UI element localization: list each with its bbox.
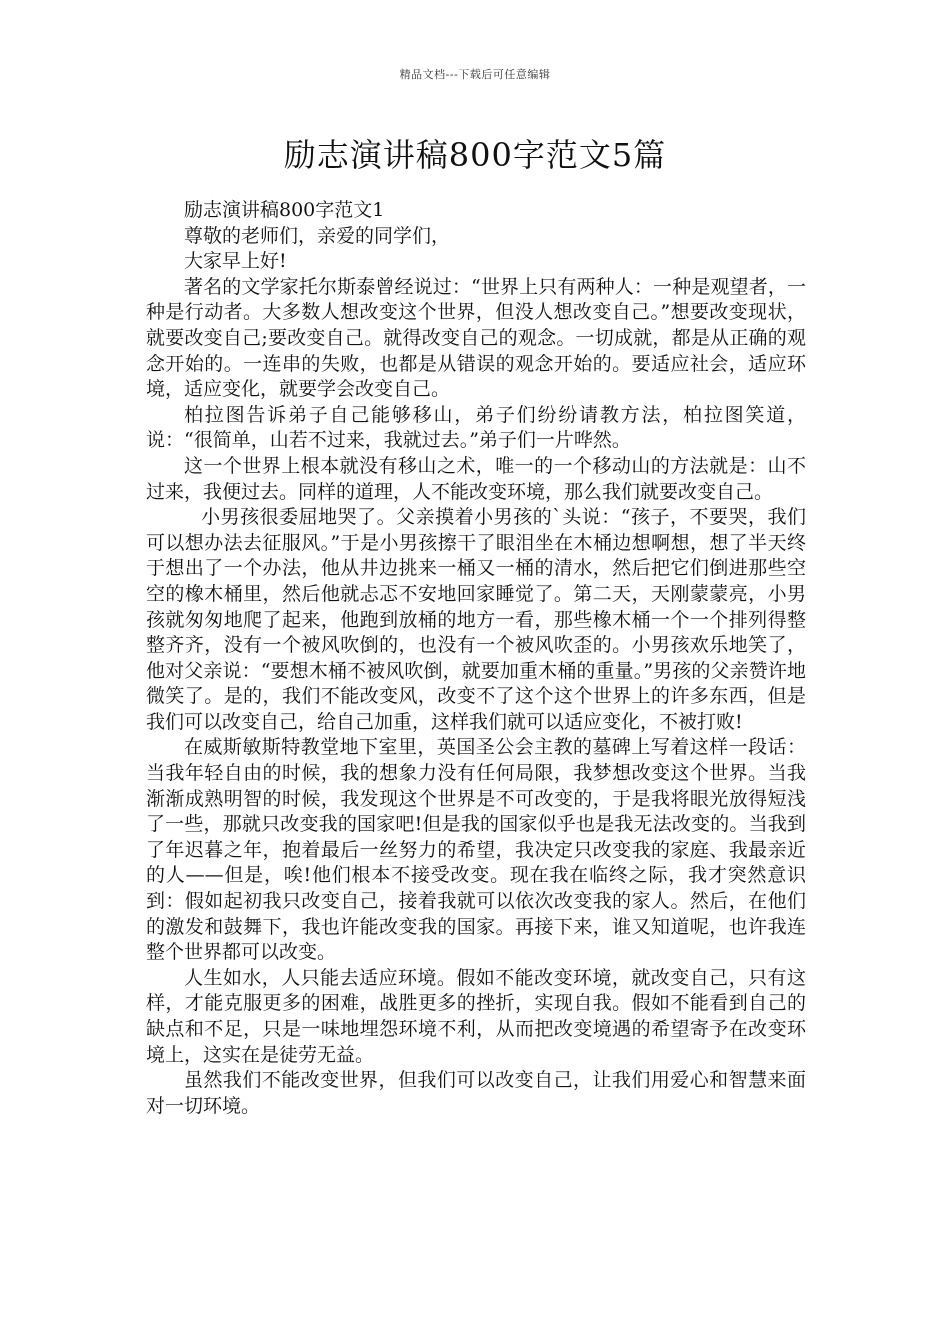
body-paragraph: 在威斯敏斯特教堂地下室里，英国圣公会主教的墓碑上写着这样一段话：当我年轻自由的时候，我的想象力没有任何局限，我梦想改变这个世界。当我渐渐成熟明智的时候，我发现这个世界是不可改变的，于是我将眼光放得短浅了一些，那就只改变我的国家吧!但是我的国家似乎也是我无法改变的。当我到了年迟暮之年，抱着最后一丝努力的希望，我决定只改变我的家庭、我最亲近的人——但是，唉!他们根本不接受改变。现在我在临终之际，我才突然意识到：假如起初我只改变自己，接着我就可以依次改变我的家人。然后，在他们的激发和鼓舞下，我也许能改变我的国家。再接下来，谁又知道呢，也许我连整个世界都可以改变。 <box>146 736 806 964</box>
body-paragraph: 这一个世界上根本就没有移山之术，唯一的一个移动山的方法就是：山不过来，我便过去。同样的道理，人不能改变环境，那么我们就要改变自己。 <box>146 454 806 503</box>
body-paragraph: 著名的文学家托尔斯泰曾经说过：“世界上只有两种人：一种是观望者，一种是行动者。大多数人想改变这个世界，但没人想改变自己。”想要改变现状，就要改变自己;要改变自己。就得改变自己的观念。一切成就，都是从正确的观念开始的。一连串的失败，也都是从错误的观念开始的。要适应社会，适应环境，适应变化，就要学会改变自己。 <box>146 275 806 401</box>
document-body <box>146 198 806 1119</box>
body-paragraph: 柏拉图告诉弟子自己能够移山，弟子们纷纷请教方法，柏拉图笑道，说：“很简单，山若不过来，我就过去。”弟子们一片哗然。 <box>146 403 806 452</box>
page-header: 精品文档---下载后可任意编辑 <box>399 68 551 81</box>
closing-paragraph: 虽然我们不能改变世界，但我们可以改变自己，让我们用爱心和智慧来面对一切环境。 <box>146 1069 806 1117</box>
greeting: 大家早上好! <box>184 250 287 273</box>
section-heading: 励志演讲稿800字范文1 <box>184 199 385 221</box>
salutation: 尊敬的老师们，亲爱的同学们， <box>184 224 451 247</box>
document-title: 励志演讲稿800字范文5篇 <box>283 136 667 174</box>
body-paragraph: 小男孩很委屈地哭了。父亲摸着小男孩的`头说：“孩子，不要哭，我们可以想办法去征服风。”于是小男孩擦干了眼泪坐在木桶边想啊想，想了半天终于想出了一个办法，他从井边挑来一桶又一桶的清水，然后把它们倒进那些空空的橡木桶里，然后他就忐忑不安地回家睡觉了。第二天，天刚蒙蒙亮，小男孩就匆匆地爬了起来，他跑到放桶的地方一看，那些橡木桶一个一个排列得整整齐齐，没有一个被风吹倒的，也没有一个被风吹歪的。小男孩欢乐地笑了，他对父亲说：“要想木桶不被风吹倒，就要加重木桶的重量。”男孩的父亲赞许地微笑了。是的，我们不能改变风，改变不了这个这个世界上的许多东西，但是我们可以改变自己，给自己加重，这样我们就可以适应变化，不被打败! <box>146 506 806 733</box>
body-paragraph: 人生如水，人只能去适应环境。假如不能改变环境，就改变自己，只有这样，才能克服更多的困难，战胜更多的挫折，实现自我。假如不能看到自己的缺点和不足，只是一味地埋怨环境不利，从而把改变境遇的希望寄予在改变环境上，这实在是徒劳无益。 <box>146 966 806 1066</box>
